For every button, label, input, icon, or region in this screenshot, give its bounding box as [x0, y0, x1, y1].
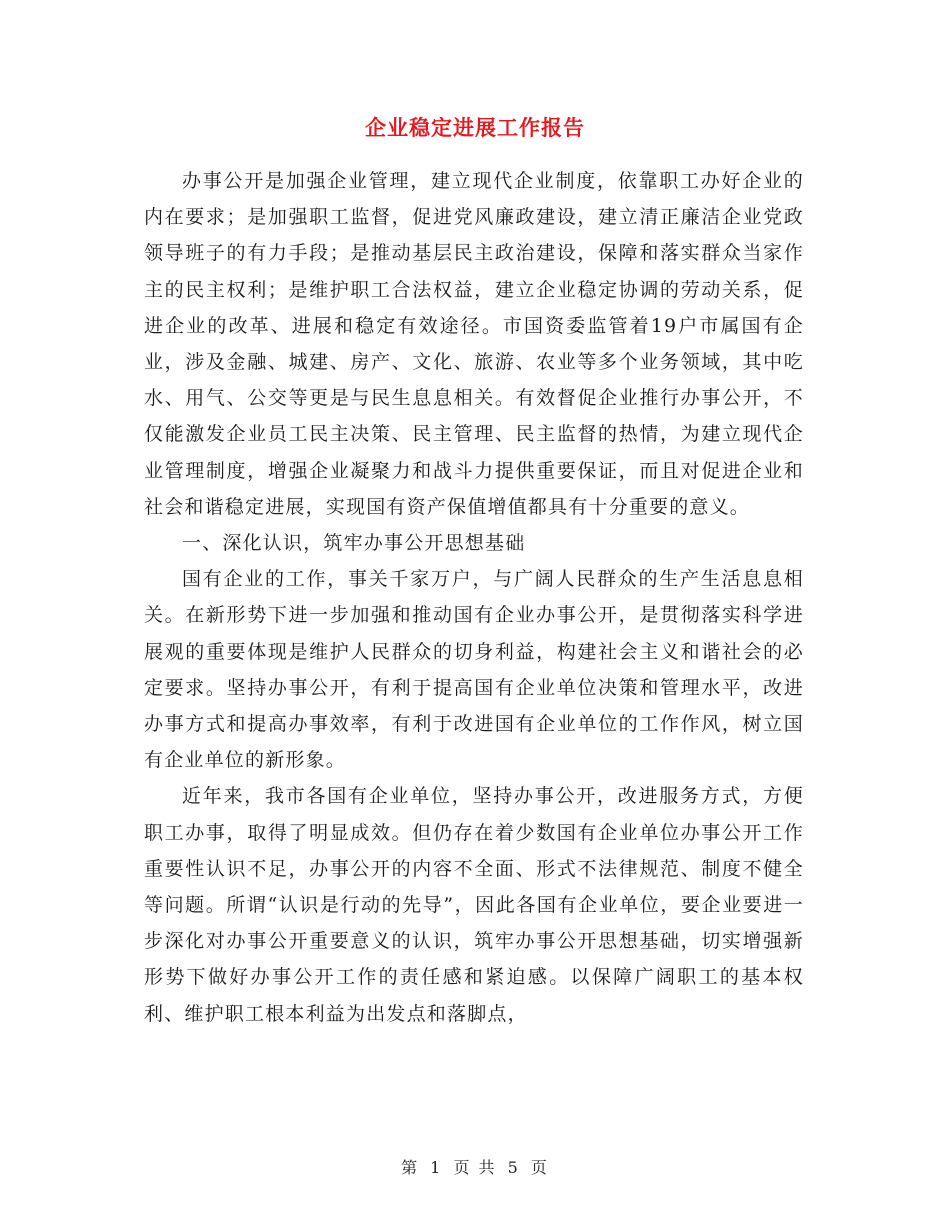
- footer-page-number: 1: [430, 1158, 443, 1177]
- footer-mid: 页 共: [453, 1158, 497, 1177]
- paragraph-section1-b: 近年来，我市各国有企业单位，坚持办事公开，改进服务方式，方便职工办事，取得了明显成效。但仍存在着少数国有企业单位办事公开工作重要性认识不足，办事公开的内容不全面、形式不法律规范、制度不健全等问题。所谓“认识是行动的先导”，因此各国有企业单位，要企业要进一步深化对办事公开重要意义的认识，筑牢办事公开思想基础，切实增强新形势下做好办事公开工作的责任感和紧迫感。以保障广阔职工的基本权利、维护职工根本利益为出发点和落脚点，: [144, 785, 804, 1025]
- paragraph-section1-a: 国有企业的工作，事关千家万户，与广阔人民群众的生产生活息息相关。在新形势下进一步加强和推动国有企业办事公开，是贯彻落实科学进展观的重要体现是维护人民群众的切身利益，构建社会主义和谐社会的必定要求。坚持办事公开，有利于提高国有企业单位决策和管理水平，改进办事方式和提高办事效率，有利于改进国有企业单位的工作作风，树立国有企业单位的新形象。: [144, 568, 804, 772]
- paragraph-intro: 办事公开是加强企业管理，建立现代企业制度，依靠职工办好企业的内在要求；是加强职工监督，促进党风廉政建设，建立清正廉洁企业党政领导班子的有力手段；是推动基层民主政治建设，保障和落实群众当家作主的民主权利；是维护职工合法权益，建立企业稳定协调的劳动关系，促进企业的改革、进展和稳定有效途径。市国资委监管着19户市属国有企业，涉及金融、城建、房产、文化、旅游、农业等多个业务领域，其中吃水、用气、公交等更是与民生息息相关。有效督促企业推行办事公开，不仅能激发企业员工民主决策、民主管理、民主监督的热情，为建立现代企业管理制度，增强企业凝聚力和战斗力提供重要保证，而且对促进企业和社会和谐稳定进展，实现国有资产保值增值都具有十分重要的意义。: [144, 170, 804, 518]
- footer-suffix: 页: [530, 1158, 549, 1177]
- footer-prefix: 第: [401, 1158, 420, 1177]
- document-body: [144, 163, 804, 1032]
- page-footer: [0, 1155, 950, 1178]
- section-heading-1: 一、深化认识，筑牢办事公开思想基础: [182, 532, 526, 555]
- footer-total-pages: 5: [507, 1158, 520, 1177]
- document-title: 企业稳定进展工作报告: [365, 115, 585, 140]
